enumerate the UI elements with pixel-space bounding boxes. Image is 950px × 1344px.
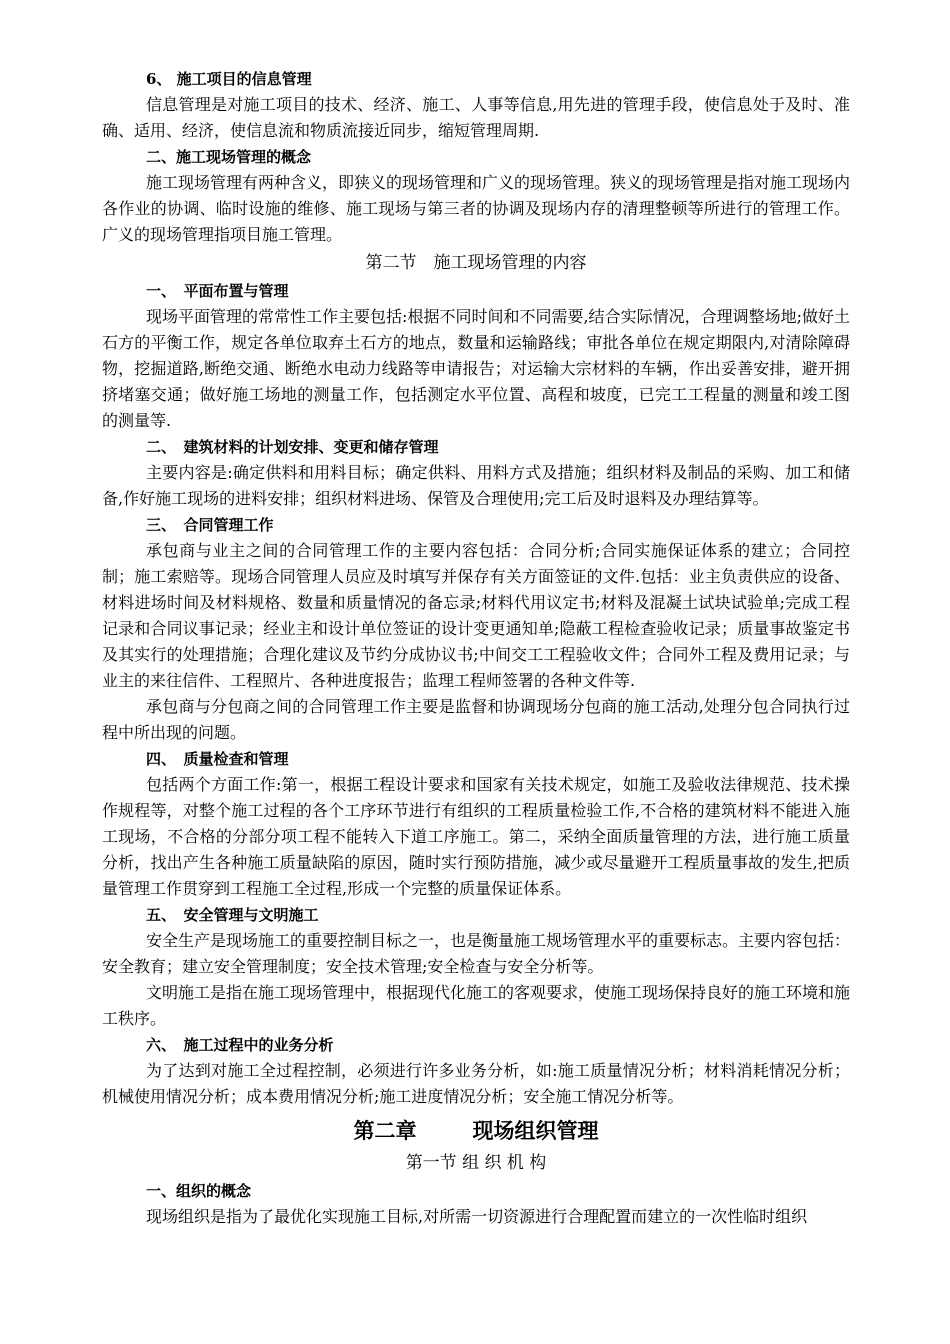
section-heading: 五、 安全管理与文明施工 [146, 906, 319, 924]
section-title: 第一节 组 织 机 构 [405, 1153, 547, 1173]
paragraph: 施工现场管理有两种含义，即狭义的现场管理和广义的现场管理。狭义的现场管理是指对施工现场内各作业的协调、临时设施的维修、施工现场与第三者的协调及现场内存的清理整顿等所进行的管理工作。广义的现场管理指项目施工管理。 [102, 173, 851, 244]
section-heading: 6、 施工项目的信息管理 [146, 70, 312, 88]
paragraph: 信息管理是对施工项目的技术、经济、施工、人事等信息,用先进的管理手段，使信息处于及时、准确、适用、经济，使信息流和物质流接近同步，缩短管理周期. [102, 95, 850, 140]
section-heading: 一、组织的概念 [146, 1182, 252, 1200]
paragraph: 文明施工是指在施工现场管理中，根据现代化施工的客观要求，使施工现场保持良好的施工环境和施工秩序。 [102, 983, 851, 1028]
paragraph: 承包商与业主之间的合同管理工作的主要内容包括：合同分析;合同实施保证体系的建立；合同控制；施工索赔等。现场合同管理人员应及时填写并保存有关方面签证的文件.包括：业主负责供应的设备、材料进场时间及材料规格、数量和质量情况的备忘录;材料代用议定书;材料及混凝土试块试验单;完成工程记录和合同议事记录；经业主和设计单位签证的设计变更通知单;隐蔽工程检查验收记录；质量事故鉴定书及其实行的处理措施；合理化建议及节约分成协议书;中间交工工程验收文件；合同外工程及费用记录；与业主的来往信件、工程照片、各种进度报告；监理工程师签署的各种文件等. [102, 541, 850, 690]
section-heading: 一、 平面布置与管理 [146, 282, 289, 300]
paragraph: 主要内容是:确定供料和用料目标；确定供料、用料方式及措施；组织材料及制品的采购、加工和储备,作好施工现场的进料安排；组织材料进场、保管及合理使用;完工后及时退料及办理结算等。 [102, 463, 850, 508]
paragraph: 包括两个方面工作:第一，根据工程设计要求和国家有关技术规定，如施工及验收法律规范、技术操作规程等，对整个施工过程的各个工序环节进行有组织的工程质量检验工作,不合格的建筑材料不能进入施工现场，不合格的分部分项工程不能转入下道工序施工。第二，采纳全面质量管理的方法，进行施工质量分析，找出产生各种施工质量缺陷的原因，随时实行预防措施，减少或尽量避开工程质量事故的发生,把质量管理工作贯穿到工程施工全过程,形成一个完整的质量保证体系。 [102, 775, 850, 898]
paragraph: 现场组织是指为了最优化实现施工目标,对所需一切资源进行合理配置而建立的一次性临时组织 [146, 1207, 808, 1226]
section-heading: 二、 建筑材料的计划安排、变更和储存管理 [146, 438, 439, 456]
paragraph: 承包商与分包商之间的合同管理工作主要是监督和协调现场分包商的施工活动,处理分包合同执行过程中所出现的问题。 [102, 697, 850, 742]
section-heading: 四、 质量检查和管理 [146, 750, 289, 768]
paragraph: 安全生产是现场施工的重要控制目标之一，也是衡量施工规场管理水平的重要标志。主要内容包括：安全教育；建立安全管理制度；安全技术管理;安全检查与安全分析等。 [102, 931, 851, 976]
chapter-title [102, 1114, 850, 1148]
chapter-number: 第二章 [353, 1118, 417, 1143]
paragraph: 现场平面管理的常常性工作主要包括:根据不同时间和不同需要,结合实际情况，合理调整场地;做好土石方的平衡工作，规定各单位取弃土石方的地点，数量和运输路线；审批各单位在规定期限内,对清除障碍物，挖掘道路,断绝交通、断绝水电动力线路等申请报告；对运输大宗材料的车辆，作出妥善安排，避开拥挤堵塞交通；做好施工场地的测量工作，包括测定水平位置、高程和坡度，已完工工程量的测量和竣工图的测量等. [102, 307, 850, 430]
document-body [102, 66, 850, 1230]
section-heading: 三、 合同管理工作 [146, 516, 274, 534]
paragraph: 为了达到对施工全过程控制，必须进行许多业务分析，如:施工质量情况分析；材料消耗情况分析；机械使用情况分析；成本费用情况分析;施工进度情况分析；安全施工情况分析等。 [102, 1061, 850, 1106]
section-heading: 二、施工现场管理的概念 [146, 148, 312, 166]
chapter-name: 现场组织管理 [472, 1118, 599, 1143]
section-heading: 六、 施工过程中的业务分析 [146, 1036, 334, 1054]
section-title: 第二节 施工现场管理的内容 [365, 253, 587, 273]
